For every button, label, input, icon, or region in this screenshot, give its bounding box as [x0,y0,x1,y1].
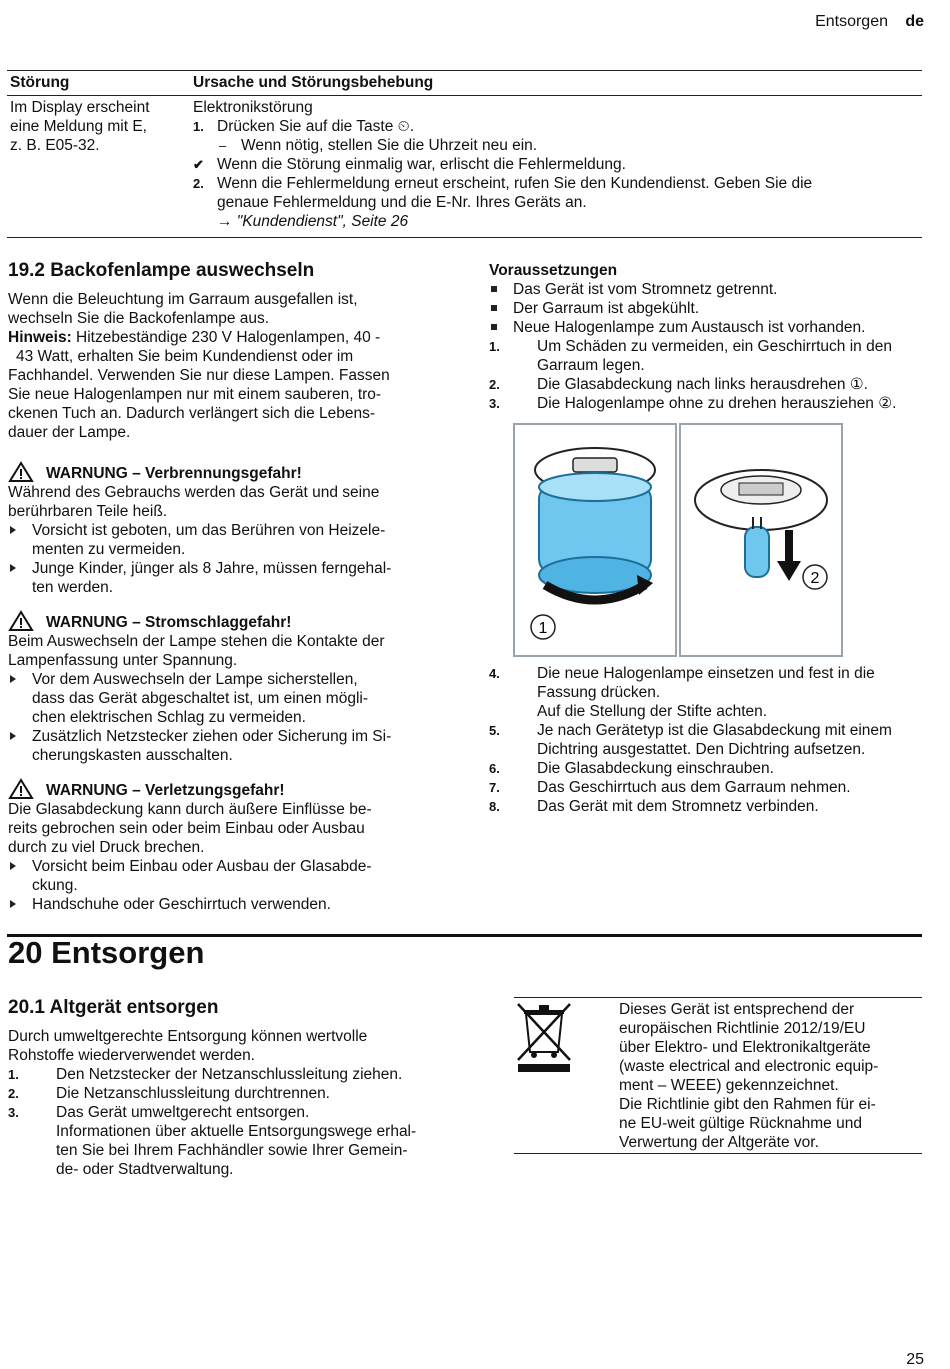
table-col-header-cause: Ursache und Störungsbehebung [193,74,434,91]
step-line: Um Schäden zu vermeiden, ein Geschirrtuch in den [537,338,892,355]
table-cause-cell [193,98,913,231]
step-line: Garraum legen. [537,357,645,374]
figure-remove-lamp [679,423,843,657]
step-line: Auf die Stellung der Stifte achten. [537,703,768,720]
step-line: Die neue Halogenlampe einsetzen und fest in die [537,665,875,682]
table-bottom-rule [7,237,922,238]
table-substep [193,136,913,155]
weee-line: Verwertung der Altgeräte vor. [619,1134,819,1151]
paragraph-line: ckenen Tuch an. Dadurch verlängert sich die Lebens- [8,405,376,422]
paragraph-line: Lampenfassung unter Spannung. [8,652,238,669]
step-number: 4. [489,666,500,681]
weee-line: über Elektro- und Elektronikaltgeräte [619,1039,871,1056]
table-fault-cell [10,98,150,155]
step-number: 1. [8,1067,19,1082]
step-number: 2. [193,176,204,191]
fault-line: Im Display erscheint [10,99,150,116]
paragraph-line: berührbaren Teile heiß. [8,503,168,520]
bullet-line: chen elektrischen Schlag zu vermeiden. [32,709,306,726]
paragraph-line: reits gebrochen sein oder beim Einbau oder Ausbau [8,820,365,837]
step-number: 2. [8,1086,19,1101]
weee-symbol [514,1000,574,1080]
step-item [489,778,929,797]
step-line: Die Netzanschlussleitung durchtrennen. [56,1085,330,1102]
chapter-title-disposal: 20 Entsorgen [8,935,205,970]
fault-line: z. B. E05-32. [10,137,100,154]
bullet-line: Handschuhe oder Geschirrtuch verwenden. [32,896,331,913]
weee-line: europäischen Richtlinie 2012/19/EU [619,1020,866,1037]
weee-line: (waste electrical and electronic equip- [619,1058,879,1075]
hint-paragraph [8,328,448,347]
table-step [193,117,913,136]
warning-bullet [8,857,448,895]
step-line: de- oder Stadtverwaltung. [56,1161,234,1178]
table-header-rule [7,95,922,96]
prereq-title: Voraussetzungen [489,262,618,279]
step-line: Das Gerät mit dem Stromnetz verbinden. [537,798,819,815]
weee-top-rule [514,997,922,998]
warning-burn [8,464,448,597]
table-step-cont [193,193,913,212]
warning-bullet [8,727,448,765]
lamp-section-right [489,261,929,413]
step-line: Fassung drücken. [537,684,661,701]
bullet-line: ten werden. [32,579,113,596]
link-text: → "Kundendienst", Seite 26 [217,213,409,230]
step-number: 1. [489,339,500,354]
step-number: 3. [489,396,500,411]
bullet-line: dass das Gerät abgeschaltet ist, um einen mögli- [32,690,369,707]
section-title-disposal: 20.1 Altgerät entsorgen [8,997,219,1018]
dash-marker: – [219,138,227,153]
warning-title-text: WARNUNG – Verbrennungsgefahr! [46,465,302,482]
paragraph-line: 43 Watt, erhalten Sie beim Kundendienst oder im [16,348,354,365]
step-line: Den Netzstecker der Netzanschlussleitung ziehen. [56,1066,403,1083]
warning-triangle-icon [8,610,34,632]
bullet-line: ckung. [32,877,78,894]
cause-label: Elektronikstörung [193,99,313,116]
step-number: 7. [489,780,500,795]
lamp-steps-continued [489,664,929,816]
bullet-line: Vorsicht ist geboten, um das Berühren von Heizele- [32,522,386,539]
step-line: Die Glasabdeckung einschrauben. [537,760,774,777]
running-header-language: de [905,13,924,30]
lamp-section-left [8,261,448,914]
step-item [8,1103,448,1179]
warning-bullet [8,521,448,559]
figure-callout-1: 1 [538,620,548,637]
step-text: Drücken Sie auf die Taste ⏲. [217,118,415,135]
halogen-lamp-illustration [681,425,841,655]
paragraph-line: Beim Auswechseln der Lampe stehen die Kontakte der [8,633,385,650]
step-line: Das Gerät umweltgerecht entsorgen. [56,1104,310,1121]
crossed-bin-icon [514,1000,574,1075]
fault-line: eine Meldung mit E, [10,118,147,135]
paragraph-line: Wenn die Beleuchtung im Garraum ausgefallen ist, [8,291,358,308]
section-title-lamp: 19.2 Backofenlampe auswechseln [8,260,315,281]
step-line: Das Geschirrtuch aus dem Garraum nehmen. [537,779,851,796]
step-item [489,759,929,778]
bullet-line: Zusätzlich Netzstecker ziehen oder Sicherung im Si- [32,728,392,745]
paragraph-line: wechseln Sie die Backofenlampe aus. [8,310,270,327]
lamp-cover-illustration [515,425,675,655]
weee-line: ne EU-weit gültige Rücknahme und [619,1115,862,1132]
disposal-section-left [8,998,448,1179]
step-item [489,721,929,759]
step-number: 3. [8,1105,19,1120]
table-top-rule [7,70,922,71]
step-number: 2. [489,377,500,392]
check-icon: ✔ [193,157,204,172]
paragraph-line: Durch umweltgerechte Entsorgung können wertvolle [8,1028,368,1045]
step-text: Wenn nötig, stellen Sie die Uhrzeit neu ein. [241,137,538,154]
step-line: Dichtring ausgestattet. Den Dichtring aufsetzen. [537,741,866,758]
bullet-line: cherungskasten ausschalten. [32,747,233,764]
step-item [489,664,929,721]
paragraph-line: Sie neue Halogenlampen nur mit einem sauberen, tro- [8,386,382,403]
step-item [489,394,929,413]
paragraph-line: durch zu viel Druck brechen. [8,839,205,856]
running-header-section: Entsorgen [815,13,888,30]
warning-bullet [8,895,448,914]
weee-bottom-rule [514,1153,922,1154]
warning-title-text: WARNUNG – Stromschlaggefahr! [46,614,292,631]
weee-line: ment – WEEE) gekennzeichnet. [619,1077,839,1094]
warning-title [8,613,448,632]
step-number: 5. [489,723,500,738]
paragraph-line: dauer der Lampe. [8,424,131,441]
warning-bullet [8,670,448,727]
prereq-item: Neue Halogenlampe zum Austausch ist vorhanden. [489,318,929,337]
warning-bullet [8,559,448,597]
step-line: Die Halogenlampe ohne zu drehen herausziehen ②. [537,395,897,412]
step-line: Je nach Gerätetyp ist die Glasabdeckung mit einem [537,722,892,739]
prereq-item: Der Garraum ist abgekühlt. [489,299,929,318]
warning-electric [8,613,448,765]
step-text: Wenn die Störung einmalig war, erlischt die Fehlermeldung. [217,156,626,173]
step-number: 8. [489,799,500,814]
hint-text: Hitzebeständige 230 V Halogenlampen, 40 - [71,329,381,346]
weee-text [619,1000,919,1152]
warning-triangle-icon [8,461,34,483]
warning-title [8,464,448,483]
warning-title-text: WARNUNG – Verletzungsgefahr! [46,782,285,799]
paragraph-line: Rohstoffe wiederverwendet werden. [8,1047,255,1064]
hint-label: Hinweis: [8,329,72,346]
bullet-line: menten zu vermeiden. [32,541,186,558]
step-number: 6. [489,761,500,776]
bullet-line: Vorsicht beim Einbau oder Ausbau der Glasabde- [32,858,372,875]
step-item [8,1065,448,1084]
step-item [489,797,929,816]
warning-injury [8,781,448,914]
paragraph-line: Die Glasabdeckung kann durch äußere Einflüsse be- [8,801,372,818]
step-text: genaue Fehlermeldung und die E-Nr. Ihres Geräts an. [217,194,587,211]
table-step [193,174,913,193]
step-item [489,375,929,394]
step-number: 1. [193,119,204,134]
warning-triangle-icon [8,778,34,800]
weee-line: Dieses Gerät ist entsprechend der [619,1001,855,1018]
paragraph-line: Während des Gebrauchs werden das Gerät und seine [8,484,380,501]
figure-remove-cover [513,423,677,657]
step-text: Wenn die Fehlermeldung erneut erscheint, rufen Sie den Kundendienst. Geben Sie die [217,175,813,192]
figure-callout-2: 2 [810,570,820,587]
step-item [489,337,929,375]
bullet-line: Junge Kinder, jünger als 8 Jahre, müssen ferngehal- [32,560,392,577]
page-number: 25 [906,1351,924,1368]
step-line: ten Sie bei Ihrem Fachhändler sowie Ihrer Gemein- [56,1142,408,1159]
warning-title [8,781,448,800]
prereq-item: Das Gerät ist vom Stromnetz getrennt. [489,280,929,299]
table-col-header-fault: Störung [10,74,70,91]
step-line: Informationen über aktuelle Entsorgungswege erhal- [56,1123,417,1140]
bullet-line: Vor dem Auswechseln der Lampe sicherstellen, [32,671,358,688]
weee-line: Die Richtlinie gibt den Rahmen für ei- [619,1096,876,1113]
step-line: Die Glasabdeckung nach links herausdrehen ①. [537,376,868,393]
paragraph-line: Fachhandel. Verwenden Sie nur diese Lampen. Fassen [8,367,390,384]
cross-reference-link[interactable] [193,212,913,231]
table-result [193,155,913,174]
step-item [8,1084,448,1103]
